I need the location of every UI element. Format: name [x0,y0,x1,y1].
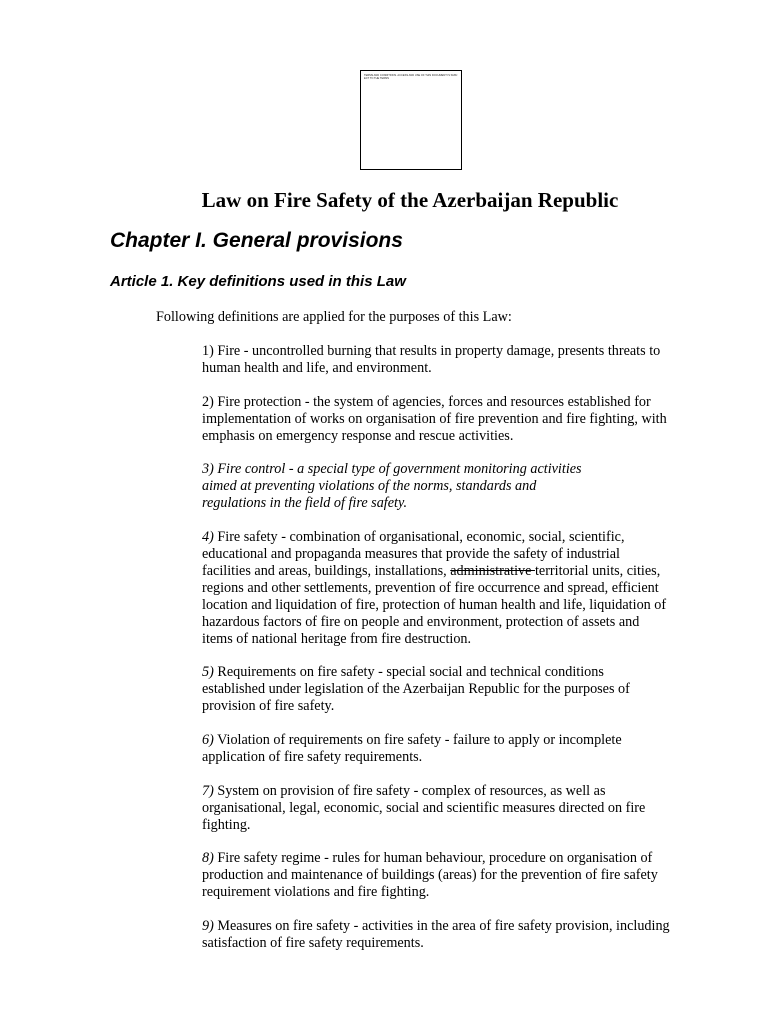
definition-line: regulations in the field of fire safety. [202,495,408,512]
definition-line: aimed at preventing violations of the norms, standards and [202,478,537,495]
definition-line: location and liquidation of fire, protection of human health and life, liquidation of [202,596,667,613]
definition-line [202,461,742,478]
definition-text: System on provision of fire safety - complex of resources, as well as [217,782,606,799]
definition-line [202,529,742,546]
definition-text: Requirements on fire safety - special social and technical conditions [217,664,604,681]
definition-number: 4) [202,528,214,545]
definition-text: Fire protection - the system of agencies, forces and resources established for [217,393,651,410]
definition-line: fighting. [202,816,251,833]
definition-item-6 [202,732,742,766]
definition-line: satisfaction of fire safety requirements. [202,934,424,951]
definition-line: production and maintenance of buildings (areas) for the prevention of fire safety [202,867,658,884]
definition-text: Fire safety regime - rules for human behaviour, procedure on organisation of [217,850,653,867]
definition-item-7 [202,783,742,834]
struck-text: administrative [450,562,535,579]
definition-number: 1) [202,343,214,359]
definition-line [202,918,742,935]
logo-fine-print: TERMS AND CONDITIONS. ACCESS AND USE OF THIS DOCUMENT IS SUBJECT TO THE TERMS [364,74,458,80]
definition-line [202,394,742,411]
definition-item-8 [202,850,742,901]
definition-line [202,732,742,749]
definition-item-5 [202,664,742,715]
definition-item-9 [202,918,742,952]
definition-item-3 [202,461,742,512]
definition-line [202,664,742,681]
definition-line: emphasis on emergency response and rescue activities. [202,427,514,444]
definition-line: requirement violations and fire fighting. [202,884,430,901]
definition-line: organisational, legal, economic, social and scientific measures directed on fire [202,799,646,816]
definition-line: regions and other settlements, prevention of fire occurrence and spread, efficient [202,579,659,596]
definition-text: territorial units, cities, [534,562,661,579]
definition-item-1 [202,343,742,377]
definition-line: hazardous factors of fire on people and environment, protection of assets and [202,613,640,630]
definition-text: Measures on fire safety - activities in the area of fire safety provision, including [217,917,670,934]
definition-number: 9) [202,917,214,934]
definition-text: Violation of requirements on fire safety - failure to apply or incomplete [217,731,622,748]
definition-line: implementation of works on organisation of fire prevention and fire fighting, with [202,410,667,427]
definition-line [202,563,742,580]
definition-text: facilities and areas, buildings, installations, [202,562,451,579]
definition-number: 7) [202,782,214,799]
definition-line: human health and life, and environment. [202,360,432,376]
logo-frame [360,70,462,170]
definition-line [202,343,742,360]
definition-item-2 [202,394,742,445]
definition-text: Fire control - a special type of government monitoring activities [217,461,582,478]
definitions-list [202,343,742,968]
definition-line: provision of fire safety. [202,698,335,715]
definition-line: application of fire safety requirements. [202,748,423,765]
definition-line [202,850,742,867]
chapter-heading: Chapter I. General provisions [110,229,403,252]
definition-text: Fire safety - combination of organisational, economic, social, scientific, [217,528,625,545]
article-heading: Article 1. Key definitions used in this Law [110,273,406,290]
intro-paragraph: Following definitions are applied for the purposes of this Law: [156,309,512,325]
document-title: Law on Fire Safety of the Azerbaijan Republic [201,188,619,212]
definition-line: items of national heritage from fire destruction. [202,630,472,647]
definition-line: educational and propaganda measures that provide the safety of industrial [202,545,620,562]
definition-number: 8) [202,850,214,867]
definition-item-4 [202,529,742,648]
definition-line [202,783,742,800]
definition-line: established under legislation of the Azerbaijan Republic for the purposes of [202,681,630,698]
definition-number: 3) [202,461,214,478]
definition-text: Fire - uncontrolled burning that results in property damage, presents threats to [217,343,661,359]
definition-number: 6) [202,731,214,748]
definition-number: 2) [202,393,214,410]
definition-number: 5) [202,664,214,681]
